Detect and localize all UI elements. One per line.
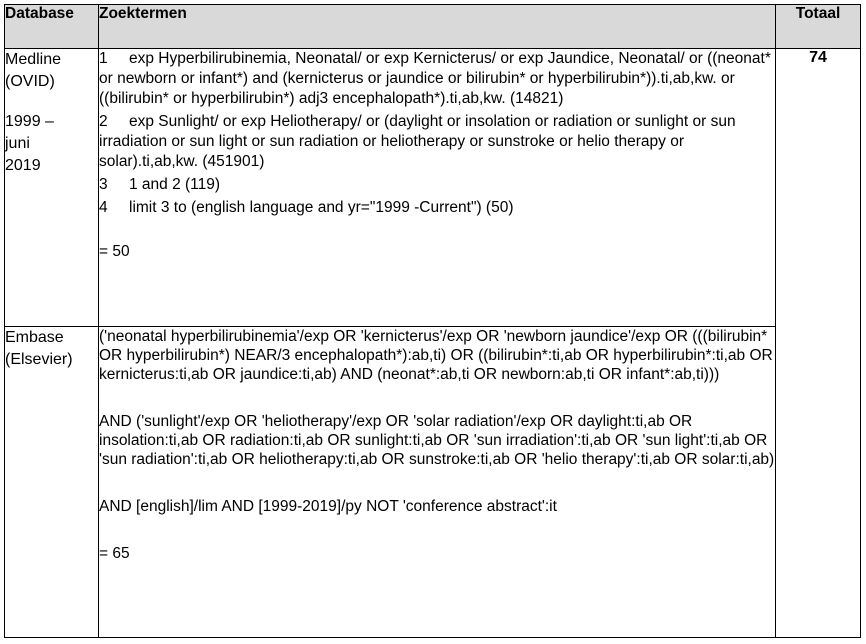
- embase-query-paragraph-2: AND ('sunlight'/exp OR 'heliotherapy'/exp OR 'solar radiation'/exp OR daylight:ti,ab OR insolation:ti,ab OR radiation:ti,ab OR sunlight:ti,ab OR 'sun irradiation':ti,ab OR 'sun light':ti,ab OR 'sun radiation':ti,ab OR heliotherapy:ti,ab OR sunstroke:ti,ab OR 'helio therapy':ti,ab OR solar:ti,ab): [99, 413, 775, 468]
- header-row: [5, 5, 861, 49]
- embase-name: Embase: [5, 329, 64, 346]
- embase-query-paragraph-3: AND [english]/lim AND [1999-2019]/py NOT 'conference abstract':it: [99, 498, 557, 515]
- medline-query-line: [99, 112, 775, 172]
- embase-query-cell: [99, 327, 776, 638]
- query-number: 1: [99, 50, 108, 67]
- query-text: exp Sunlight/ or exp Heliotherapy/ or (daylight or insolation or radiation or sunlight or sun irradiation or sun light or sun radiation or heliotherapy or sunstroke or helio therapy or solar).ti,ab,kw. (451901): [99, 113, 736, 170]
- medline-period-start: 1999 –: [5, 113, 54, 130]
- query-text: exp Hyperbilirubinemia, Neonatal/ or exp Kernicterus/ or exp Jaundice, Neonatal/ or ((neonat* or newborn or infant*) and (kernicterus or jaundice or bilirubin* or hyperbilirubin*)).ti,ab,kw. or ((bilirubin* or hyperbilirubin*) adj3 encephalopath*).ti,ab,kw. (14821): [99, 50, 771, 107]
- medline-query-line: [99, 198, 775, 218]
- medline-query-line: [99, 175, 775, 195]
- query-text: limit 3 to (english language and yr="1999 -Current") (50): [129, 199, 514, 216]
- medline-period-month: juni: [5, 135, 30, 152]
- medline-vendor: (OVID): [5, 73, 55, 90]
- query-text: 1 and 2 (119): [129, 176, 221, 193]
- medline-row: [5, 49, 861, 327]
- embase-vendor: (Elsevier): [5, 351, 73, 368]
- embase-database-cell: [5, 327, 99, 638]
- query-number: 2: [99, 113, 108, 130]
- embase-result: = 65: [99, 545, 130, 562]
- header-search-terms: Zoektermen: [99, 5, 776, 49]
- total-count: 74: [776, 49, 861, 638]
- medline-name: Medline: [5, 51, 62, 68]
- header-database: Database: [5, 5, 99, 49]
- query-number: 4: [99, 199, 108, 216]
- medline-query-cell: [99, 49, 776, 327]
- search-strategy-table: [4, 4, 861, 638]
- embase-query-paragraph-1: ('neonatal hyperbilirubinemia'/exp OR 'kernicterus'/exp OR 'newborn jaundice'/exp OR (((bilirubin* OR hyperbilirubin*) NEAR/3 encephalopath*):ab,ti) OR ((bilirubin*:ti,ab OR hyperbilirubin*:ti,ab OR kernicterus:ti,ab OR jaundice:ti,ab) AND (neonat*:ab,ti OR newborn:ab,ti OR infant*:ab,ti))): [99, 328, 773, 383]
- medline-query-line: [99, 49, 775, 109]
- query-number: 3: [99, 176, 108, 193]
- medline-database-cell: [5, 49, 99, 327]
- medline-result: = 50: [99, 243, 130, 260]
- medline-period-year: 2019: [5, 157, 41, 174]
- embase-row: [5, 327, 861, 638]
- header-total: Totaal: [776, 5, 861, 49]
